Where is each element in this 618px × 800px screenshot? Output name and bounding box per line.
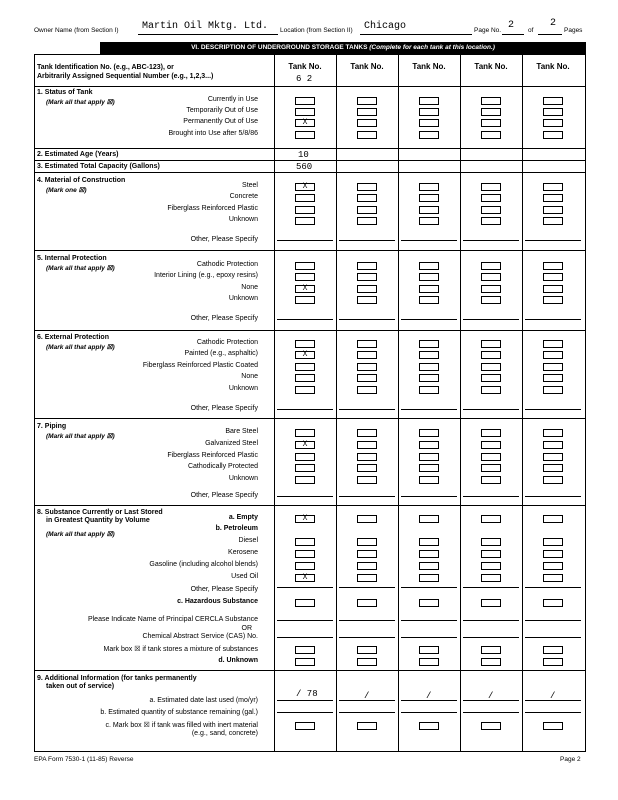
tank-checkbox[interactable] [295,340,315,348]
tank-checkbox[interactable] [481,722,501,730]
s5-opt: None [241,284,258,291]
s7-sub: (Mark all that apply ☒) [46,433,115,440]
tank-checkbox[interactable] [357,550,377,558]
s5-opt: Cathodic Protection [196,261,258,268]
specify-line[interactable] [525,587,581,588]
specify-line[interactable] [277,240,333,241]
tank-checkbox[interactable] [419,722,439,730]
s8-title: 8. Substance Currently or Last Stored [37,509,163,516]
tank-checkbox[interactable] [481,429,501,437]
first-tank-id: 6 2 [296,74,313,84]
s8-title-2: in Greatest Quantity by Volume [46,517,150,524]
tank-checkbox[interactable] [543,658,563,666]
s8-petroleum: b. Petroleum [215,525,258,532]
tank-checkbox[interactable] [357,574,377,582]
tank-checkbox[interactable] [543,296,563,304]
s1-sub: (Mark all that apply ☒) [46,99,115,106]
specify-line[interactable] [401,712,457,713]
tank-checkbox[interactable]: X [295,351,315,359]
tank-checkbox[interactable] [481,441,501,449]
tank-checkbox[interactable] [357,217,377,225]
tank-checkbox[interactable] [295,722,315,730]
specify-line[interactable] [401,409,457,410]
specify-line[interactable] [401,700,457,701]
tank-checkbox[interactable] [357,119,377,127]
tank-checkbox[interactable] [419,374,439,382]
tank-checkbox[interactable] [357,453,377,461]
specify-line[interactable] [401,496,457,497]
of-label: of [528,27,534,34]
specify-line[interactable] [463,700,519,701]
tank-checkbox[interactable] [543,351,563,359]
tank-checkbox[interactable] [357,722,377,730]
s4-other: Other, Please Specify [190,236,258,243]
tank-checkbox[interactable] [357,285,377,293]
tank-checkbox[interactable] [419,464,439,472]
tank-checkbox[interactable] [543,108,563,116]
specify-line[interactable] [277,587,333,588]
banner-note: (Complete for each tank at this location.) [369,44,495,51]
tank-checkbox[interactable] [481,108,501,116]
tank-checkbox[interactable] [295,296,315,304]
specify-line[interactable] [401,319,457,320]
tank-checkbox[interactable] [481,363,501,371]
tank-checkbox[interactable] [481,374,501,382]
tank-checkbox[interactable] [295,97,315,105]
s5-sub: (Mark all that apply ☒) [46,265,115,272]
tank-checkbox[interactable] [357,441,377,449]
s8-petro-opt: Diesel [238,537,258,544]
tank-checkbox[interactable] [543,386,563,394]
s9-title-2: taken out of service) [46,683,115,690]
specify-line[interactable] [525,496,581,497]
tank-checkbox[interactable] [357,464,377,472]
s1-opt: Currently in Use [207,96,258,103]
banner-title: DESCRIPTION OF UNDERGROUND STORAGE TANKS [200,44,368,51]
tank-checkbox[interactable] [419,217,439,225]
specify-line[interactable] [401,637,457,638]
s7-opt: Unknown [228,475,258,482]
s9-date-value: / 78 [296,689,318,699]
specify-line[interactable] [339,700,395,701]
owner-value: Martin Oil Mktg. Ltd. [142,21,269,32]
s9-date: a. Estimated date last used (mo/yr) [149,697,258,704]
specify-line[interactable] [525,637,581,638]
tank-no-header: Tank No. [412,62,446,71]
specify-line[interactable] [463,240,519,241]
tank-checkbox[interactable] [295,476,315,484]
tank-checkbox[interactable] [357,194,377,202]
tank-checkbox[interactable] [419,194,439,202]
tank-checkbox[interactable] [295,363,315,371]
tank-checkbox[interactable] [357,108,377,116]
tank-checkbox[interactable] [481,285,501,293]
s4-opt: Concrete [229,193,258,200]
specify-line[interactable] [401,587,457,588]
tank-checkbox[interactable] [419,262,439,270]
tank-checkbox[interactable] [543,273,563,281]
tank-checkbox[interactable] [419,646,439,654]
tank-checkbox[interactable] [543,538,563,546]
tank-checkbox[interactable] [543,374,563,382]
tank-checkbox[interactable] [295,562,315,570]
tank-checkbox[interactable] [357,340,377,348]
tank-checkbox[interactable] [295,550,315,558]
specify-line[interactable] [463,620,519,621]
s6-opt: Fiberglass Reinforced Plastic Coated [142,362,258,369]
tank-checkbox[interactable] [295,599,315,607]
tank-checkbox[interactable] [357,262,377,270]
specify-line[interactable] [525,319,581,320]
tank-checkbox[interactable] [357,562,377,570]
specify-line[interactable] [339,319,395,320]
tank-checkbox[interactable] [481,599,501,607]
s9-date-slash: / [426,691,432,701]
tank-checkbox[interactable] [419,351,439,359]
page-footer: Page 2 [560,756,581,763]
specify-line[interactable] [525,409,581,410]
tank-checkbox[interactable] [419,441,439,449]
tank-no-header: Tank No. [350,62,384,71]
tank-checkbox[interactable] [543,363,563,371]
section-banner [100,42,586,54]
location-label: Location (from Section II) [280,27,353,34]
s9-date-slash: / [550,691,556,701]
s7-opt: Cathodically Protected [187,463,258,470]
specify-line[interactable] [463,637,519,638]
tank-checkbox[interactable] [481,119,501,127]
tank-checkbox[interactable] [419,131,439,139]
tank-checkbox[interactable] [481,658,501,666]
tank-checkbox[interactable] [357,131,377,139]
s8-or: OR [241,625,252,632]
specify-line[interactable] [463,712,519,713]
page-total: 2 [550,18,557,29]
specify-line[interactable] [339,587,395,588]
specify-line[interactable] [401,620,457,621]
s2-value: 10 [298,150,309,160]
s1-opt: Brought into Use after 5/8/86 [168,130,258,137]
s6-opt: None [241,373,258,380]
s9-inert: c. Mark box ☒ if tank was filled with inert material [105,722,258,729]
tank-checkbox[interactable] [543,550,563,558]
tank-checkbox[interactable] [295,108,315,116]
tank-checkbox[interactable] [481,476,501,484]
s7-title: 7. Piping [37,423,67,430]
s2-title: 2. Estimated Age (Years) [37,151,119,158]
tank-checkbox[interactable] [481,97,501,105]
tank-checkbox[interactable]: X [295,574,315,582]
tank-checkbox[interactable]: X [295,183,315,191]
tank-checkbox[interactable] [419,476,439,484]
tank-checkbox[interactable] [481,296,501,304]
s4-title: 4. Material of Construction [37,177,126,184]
s6-other: Other, Please Specify [190,405,258,412]
specify-line[interactable] [525,700,581,701]
tank-checkbox[interactable] [543,646,563,654]
tank-checkbox[interactable] [543,217,563,225]
s8-sub: (Mark all that apply ☒) [46,531,115,538]
s7-opt: Galvanized Steel [205,440,258,447]
tank-checkbox[interactable] [481,183,501,191]
tank-checkbox[interactable] [543,285,563,293]
tank-checkbox[interactable] [419,97,439,105]
specify-line[interactable] [277,637,333,638]
s8-petro-opt: Gasoline (including alcohol blends) [149,561,258,568]
tank-checkbox[interactable] [357,374,377,382]
tank-checkbox[interactable] [357,351,377,359]
s9-inert-eg: (e.g., sand, concrete) [191,730,258,737]
s5-opt: Interior Lining (e.g., epoxy resins) [154,272,258,279]
tank-no-header: Tank No. [288,62,322,71]
tank-checkbox[interactable] [419,550,439,558]
s8-other: Other, Please Specify [190,586,258,593]
tank-checkbox[interactable]: X [295,119,315,127]
s5-title: 5. Internal Protection [37,255,107,262]
banner-roman: VI. [191,44,200,51]
s8-mixture: Mark box ☒ if tank stores a mixture of substances [103,646,258,653]
tank-checkbox[interactable] [419,206,439,214]
specify-line[interactable] [277,319,333,320]
s8-hazardous: c. Hazardous Substance [177,598,258,605]
s1-title: 1. Status of Tank [37,89,93,96]
specify-line[interactable] [463,409,519,410]
tank-checkbox[interactable] [295,273,315,281]
tank-checkbox[interactable] [543,119,563,127]
specify-line[interactable] [339,409,395,410]
specify-line[interactable] [463,587,519,588]
s4-opt: Steel [242,182,258,189]
tank-checkbox[interactable] [543,429,563,437]
tank-id-label: Tank Identification No. (e.g., ABC-123), or Arbitrarily Assigned Sequential Number (e.g., 1,2,3...) [37,64,214,80]
s8-petro-opt: Used Oil [231,573,258,580]
owner-label: Owner Name (from Section I) [34,27,119,34]
tank-checkbox[interactable] [543,97,563,105]
tank-checkbox[interactable] [357,476,377,484]
tank-checkbox[interactable] [481,351,501,359]
specify-line[interactable] [525,712,581,713]
tank-checkbox[interactable] [543,722,563,730]
page-label: Page No. [474,27,502,34]
tank-checkbox[interactable] [295,262,315,270]
tank-checkbox[interactable] [481,562,501,570]
pages-label: Pages [564,27,583,34]
s6-sub: (Mark all that apply ☒) [46,344,115,351]
tank-checkbox[interactable] [481,386,501,394]
s6-opt: Painted (e.g., asphaltic) [184,350,258,357]
s1-opt: Permanently Out of Use [183,118,258,125]
tank-checkbox[interactable] [419,119,439,127]
tank-checkbox[interactable] [419,285,439,293]
specify-line[interactable] [277,712,333,713]
tank-checkbox[interactable] [419,658,439,666]
tank-checkbox[interactable] [357,296,377,304]
tank-checkbox[interactable]: X [295,515,315,523]
tank-checkbox[interactable] [295,538,315,546]
specify-line[interactable] [339,637,395,638]
tank-checkbox[interactable] [481,340,501,348]
tank-checkbox[interactable] [543,131,563,139]
specify-line[interactable] [339,620,395,621]
tank-checkbox[interactable] [357,515,377,523]
specify-line[interactable] [277,620,333,621]
specify-line[interactable] [339,496,395,497]
s5-opt: Unknown [228,295,258,302]
tank-no-header: Tank No. [474,62,508,71]
tank-checkbox[interactable] [481,131,501,139]
s8-petro-opt: Kerosene [228,549,258,556]
tank-checkbox[interactable] [357,206,377,214]
tank-checkbox[interactable] [543,206,563,214]
s6-title: 6. External Protection [37,334,109,341]
tank-checkbox[interactable] [357,273,377,281]
tank-checkbox[interactable] [543,183,563,191]
tank-no-header: Tank No. [536,62,570,71]
s8-unknown: d. Unknown [218,657,258,664]
specify-line[interactable] [339,712,395,713]
tank-checkbox[interactable] [419,453,439,461]
tank-checkbox[interactable] [419,562,439,570]
tank-checkbox[interactable] [481,194,501,202]
tank-checkbox[interactable] [543,340,563,348]
s6-opt: Unknown [228,385,258,392]
tank-checkbox[interactable] [543,476,563,484]
s4-opt: Fiberglass Reinforced Plastic [167,205,258,212]
tank-checkbox[interactable] [419,340,439,348]
s4-sub: (Mark one ☒) [46,187,87,194]
tank-checkbox[interactable] [419,515,439,523]
s9-title: 9. Additional Information (for tanks permanently [37,675,197,682]
tank-checkbox[interactable] [481,453,501,461]
tank-checkbox[interactable] [481,515,501,523]
tank-checkbox[interactable] [295,646,315,654]
tank-checkbox[interactable] [295,464,315,472]
specify-line[interactable] [463,319,519,320]
s1-opt: Temporarily Out of Use [186,107,258,114]
tank-checkbox[interactable] [295,194,315,202]
specify-line[interactable] [277,496,333,497]
tank-checkbox[interactable] [543,599,563,607]
tank-checkbox[interactable] [295,131,315,139]
tank-checkbox[interactable] [419,599,439,607]
tank-checkbox[interactable] [543,441,563,449]
tank-checkbox[interactable] [295,374,315,382]
tank-checkbox[interactable] [543,515,563,523]
s9-quantity: b. Estimated quantity of substance remaining (gal.) [100,709,258,716]
tank-checkbox[interactable] [357,658,377,666]
tank-checkbox[interactable] [357,429,377,437]
s5-other: Other, Please Specify [190,315,258,322]
tank-checkbox[interactable] [419,183,439,191]
s7-opt: Bare Steel [225,428,258,435]
tank-checkbox[interactable] [295,206,315,214]
tank-checkbox[interactable] [357,97,377,105]
s3-value: 560 [296,162,313,172]
s7-other: Other, Please Specify [190,492,258,499]
specify-line[interactable] [525,620,581,621]
tank-checkbox[interactable] [481,217,501,225]
specify-line[interactable] [339,240,395,241]
tank-checkbox[interactable] [543,453,563,461]
s8-cas: Chemical Abstract Service (CAS) No. [142,633,258,640]
tank-checkbox[interactable] [357,646,377,654]
tank-checkbox[interactable] [481,646,501,654]
tank-checkbox[interactable] [357,183,377,191]
tank-checkbox[interactable] [295,453,315,461]
tank-checkbox[interactable]: X [295,285,315,293]
specify-line[interactable] [277,409,333,410]
tank-checkbox[interactable] [419,363,439,371]
s9-date-slash: / [364,691,370,701]
tank-checkbox[interactable] [419,273,439,281]
tank-checkbox[interactable] [543,562,563,570]
tank-checkbox[interactable] [419,574,439,582]
form-header [34,18,586,40]
tank-checkbox[interactable] [481,464,501,472]
tank-checkbox[interactable] [357,599,377,607]
tank-checkbox[interactable] [295,386,315,394]
s4-opt: Unknown [228,216,258,223]
tank-checkbox[interactable] [419,429,439,437]
tank-checkbox[interactable] [419,386,439,394]
form-number: EPA Form 7530-1 (11-85) Reverse [34,756,134,763]
tank-checkbox[interactable] [295,217,315,225]
specify-line[interactable] [463,496,519,497]
tank-checkbox[interactable] [543,574,563,582]
s3-title: 3. Estimated Total Capacity (Gallons) [37,163,160,170]
s9-date-slash: / [488,691,494,701]
specify-line[interactable] [277,700,333,701]
s8-empty: a. Empty [228,514,258,521]
tank-checkbox[interactable] [295,429,315,437]
tank-checkbox[interactable] [481,550,501,558]
specify-line[interactable] [525,240,581,241]
tank-checkbox[interactable] [481,538,501,546]
tank-checkbox[interactable]: X [295,441,315,449]
tank-checkbox[interactable] [357,363,377,371]
tank-checkbox[interactable] [543,194,563,202]
tank-checkbox[interactable] [543,464,563,472]
s6-opt: Cathodic Protection [196,339,258,346]
s8-cercla: Please Indicate Name of Principal CERCLA Substance [87,616,258,623]
tank-checkbox[interactable] [481,574,501,582]
location-value: Chicago [364,21,407,32]
tank-checkbox[interactable] [419,296,439,304]
tank-checkbox[interactable] [295,658,315,666]
tank-checkbox[interactable] [419,108,439,116]
s7-opt: Fiberglass Reinforced Plastic [167,452,258,459]
tank-checkbox[interactable] [357,538,377,546]
tank-checkbox[interactable] [481,206,501,214]
tank-checkbox[interactable] [481,262,501,270]
tank-checkbox[interactable] [481,273,501,281]
tank-checkbox[interactable] [357,386,377,394]
tank-checkbox[interactable] [419,538,439,546]
specify-line[interactable] [401,240,457,241]
page-no: 2 [508,20,515,31]
tank-checkbox[interactable] [543,262,563,270]
